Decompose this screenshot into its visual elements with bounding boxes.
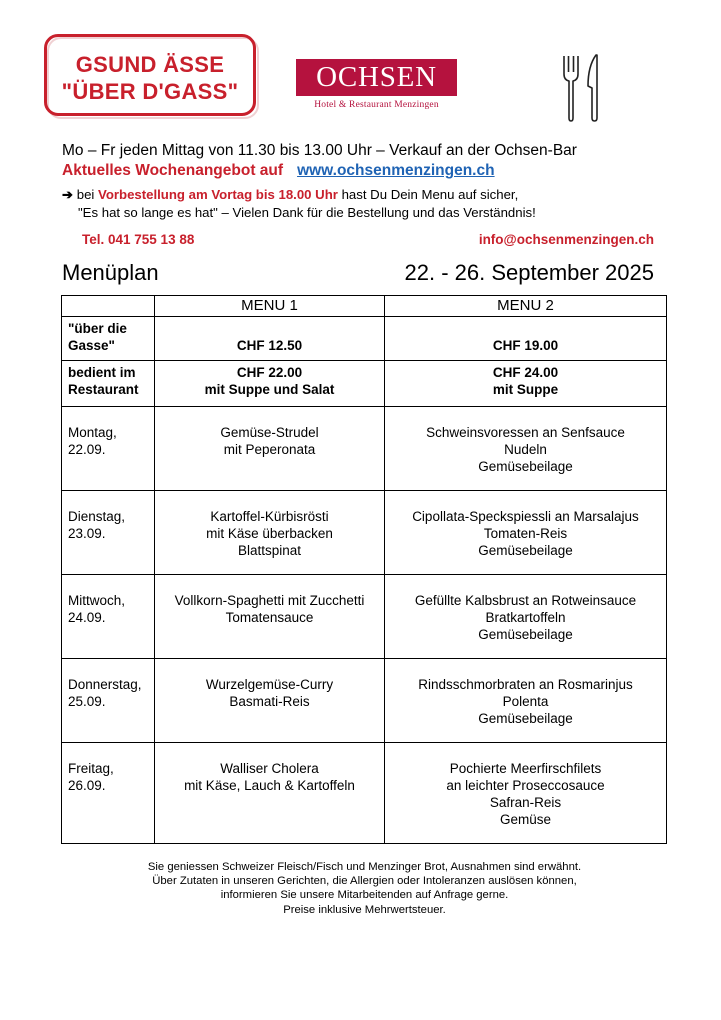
thanks-line: "Es hat so lange es hat" – Vielen Dank für die Bestellung und das Verständnis! — [78, 205, 536, 220]
header-menu-2: MENU 2 — [385, 296, 667, 317]
dish-menu-2: Gefüllte Kalbsbrust an Rotweinsauce Bratkartoffeln Gemüsebeilage — [385, 575, 667, 659]
offer-label: Aktuelles Wochenangebot auf — [62, 162, 284, 179]
price-menu-2: CHF 24.00 mit Suppe — [385, 361, 667, 407]
day-label: Mittwoch, 24.09. — [62, 575, 155, 659]
price-menu-2: CHF 19.00 — [385, 317, 667, 361]
price-row-restaurant — [62, 361, 667, 407]
dish-menu-1: Walliser Cholera mit Käse, Lauch & Kartoffeln — [155, 743, 385, 844]
dish-menu-2: Schweinsvoressen an Senfsauce Nudeln Gemüsebeilage — [385, 407, 667, 491]
fork-knife-icon — [558, 52, 606, 124]
table-row — [62, 659, 667, 743]
email-address[interactable]: info@ochsenmenzingen.ch — [478, 232, 654, 247]
phone-number[interactable]: Tel. 041 755 13 88 — [82, 232, 195, 247]
website-link[interactable]: www.ochsenmenzingen.ch — [297, 162, 495, 179]
table-header-row — [62, 296, 667, 317]
price-menu-1: CHF 22.00 mit Suppe und Salat — [155, 361, 385, 407]
weekly-offer-line — [62, 162, 495, 180]
table-row — [62, 491, 667, 575]
day-label: Donnerstag, 25.09. — [62, 659, 155, 743]
badge-line-2: "ÜBER D'GASS" — [61, 79, 239, 104]
footer-line-1: Sie geniessen Schweizer Fleisch/Fisch und Menzinger Brot, Ausnahmen sind erwähnt. — [147, 861, 582, 873]
dish-menu-1: Kartoffel-Kürbisrösti mit Käse überbacken Blattspinat — [155, 491, 385, 575]
logo-name: OCHSEN — [316, 61, 437, 93]
dish-menu-1: Wurzelgemüse-Curry Basmati-Reis — [155, 659, 385, 743]
preorder-prefix: bei — [76, 187, 95, 202]
price-label: "über die Gasse" — [62, 317, 155, 361]
dish-menu-2: Pochierte Meerfirschfilets an leichter Proseccosauce Safran-Reis Gemüse — [385, 743, 667, 844]
price-label: bedient im Restaurant — [62, 361, 155, 407]
table-row — [62, 407, 667, 491]
footer-line-4: Preise inklusive Mehrwertsteuer. — [283, 903, 446, 916]
gsund-aesse-badge — [44, 34, 256, 116]
footer-line-3: informieren Sie unsere Mitarbeitenden auf Anfrage gerne. — [220, 889, 509, 902]
footer-notes — [62, 860, 667, 917]
dish-menu-1: Gemüse-Strudel mit Peperonata — [155, 407, 385, 491]
preorder-line — [62, 187, 518, 203]
header-menu-1: MENU 1 — [155, 296, 385, 317]
ochsen-logo — [296, 59, 457, 96]
page-title: Menüplan — [62, 260, 159, 285]
dish-menu-2: Cipollata-Speckspiessli an Marsalajus Tomaten-Reis Gemüsebeilage — [385, 491, 667, 575]
menu-table — [61, 295, 667, 844]
preorder-suffix: hast Du Dein Menu auf sicher, — [341, 187, 519, 202]
price-row-takeaway — [62, 317, 667, 361]
footer-line-2: Über Zutaten in unseren Gerichten, die Allergien oder Intoleranzen auslösen können, — [152, 875, 577, 888]
dish-menu-2: Rindsschmorbraten an Rosmarinjus Polenta Gemüsebeilage — [385, 659, 667, 743]
header-empty — [62, 296, 155, 317]
opening-hours: Mo – Fr jeden Mittag von 11.30 bis 13.00 Uhr – Verkauf an der Ochsen-Bar — [62, 142, 577, 159]
day-label: Montag, 22.09. — [62, 407, 155, 491]
badge-line-1: GSUND ÄSSE — [75, 52, 225, 77]
price-menu-1: CHF 12.50 — [155, 317, 385, 361]
day-label: Dienstag, 23.09. — [62, 491, 155, 575]
table-row — [62, 575, 667, 659]
date-range: 22. - 26. September 2025 — [404, 260, 654, 285]
table-row — [62, 743, 667, 844]
dish-menu-1: Vollkorn-Spaghetti mit Zucchetti Tomatensauce — [155, 575, 385, 659]
preorder-highlight: Vorbestellung am Vortag bis 18.00 Uhr — [98, 187, 338, 202]
arrow-right-icon: ➔ — [62, 187, 74, 202]
day-label: Freitag, 26.09. — [62, 743, 155, 844]
logo-subtitle: Hotel & Restaurant Menzingen — [314, 100, 439, 110]
